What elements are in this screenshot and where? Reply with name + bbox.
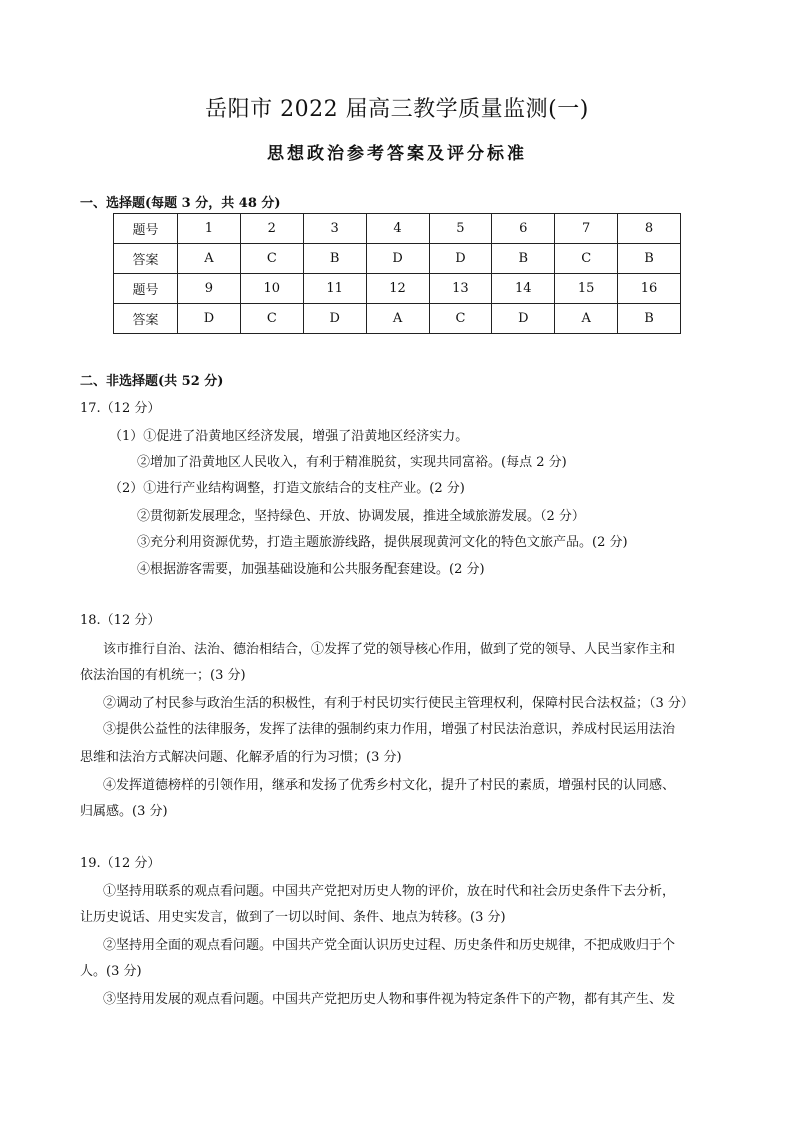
table-cell: 16 (618, 274, 681, 304)
answer-line: 让历史说话、用史实发言，做到了一切以时间、条件、地点为转移。(3 分) (80, 910, 506, 925)
section-nonchoice-heading: 二、非选择题(共 52 分) (80, 374, 224, 389)
table-cell: 1 (178, 214, 241, 244)
page-title: 岳阳市 2022 届高三教学质量监测(一) (205, 97, 589, 122)
answer-line: ②调动了村民参与政治生活的积极性，有利于村民切实行使民主管理权利，保障村民合法权益；（3 分） (103, 696, 694, 711)
table-cell: D (178, 304, 241, 334)
table-cell: 7 (555, 214, 618, 244)
table-cell: 15 (555, 274, 618, 304)
table-cell: 13 (429, 274, 492, 304)
answer-line: 该市推行自治、法治、德治相结合，①发挥了党的领导核心作用，做到了党的领导、人民当家作主和 (103, 642, 676, 657)
table-row-label: 题号 (114, 214, 178, 244)
table-cell: B (492, 244, 555, 274)
table-cell: 5 (429, 214, 492, 244)
answer-line: ④发挥道德榜样的引领作用，继承和发扬了优秀乡村文化，提升了村民的素质，增强村民的认同感、 (103, 778, 676, 793)
answer-line: ③充分利用资源优势，打造主题旅游线路，提供展现黄河文化的特色文旅产品。(2 分) (137, 535, 628, 550)
answer-line: ②贯彻新发展理念，坚持绿色、开放、协调发展，推进全域旅游发展。（2 分） (137, 509, 585, 524)
table-cell: 10 (240, 274, 303, 304)
answer-line: ④根据游客需要，加强基础设施和公共服务配套建设。(2 分) (137, 562, 485, 577)
table-cell: 11 (303, 274, 366, 304)
answer-line: ②坚持用全面的观点看问题。中国共产党全面认识历史过程、历史条件和历史规律，不把成败归于个 (103, 938, 676, 953)
answer-line: 依法治国的有机统一；(3 分) (80, 668, 246, 683)
answer-line: ③提供公益性的法律服务，发挥了法律的强制约束力作用，增强了村民法治意识，养成村民运用法治 (103, 722, 676, 737)
table-cell: 9 (178, 274, 241, 304)
answer-line: 思维和法治方式解决问题、化解矛盾的行为习惯；(3 分) (80, 750, 402, 765)
table-cell: 2 (240, 214, 303, 244)
table-cell: D (492, 304, 555, 334)
question-19-heading: 19.（12 分） (80, 856, 161, 871)
table-cell: 12 (366, 274, 429, 304)
table-cell: B (618, 244, 681, 274)
answer-line: ②增加了沿黄地区人民收入，有利于精准脱贫，实现共同富裕。(每点 2 分) (137, 455, 567, 470)
table-cell: A (178, 244, 241, 274)
table-cell: C (240, 304, 303, 334)
answer-line: ①坚持用联系的观点看问题。中国共产党把对历史人物的评价，放在时代和社会历史条件下去分析， (103, 884, 676, 899)
table-cell: B (618, 304, 681, 334)
table-cell: A (366, 304, 429, 334)
table-row (114, 304, 681, 334)
table-cell: D (366, 244, 429, 274)
question-17-heading: 17.（12 分） (80, 401, 161, 416)
table-cell: A (555, 304, 618, 334)
table-cell: D (429, 244, 492, 274)
table-row (114, 244, 681, 274)
table-row-label: 题号 (114, 274, 178, 304)
answer-table (113, 213, 681, 334)
section-choice-heading: 一、选择题(每题 3 分，共 48 分) (80, 196, 281, 211)
answer-line: （1）①促进了沿黄地区经济发展，增强了沿黄地区经济实力。 (109, 429, 469, 444)
table-row-label: 答案 (114, 244, 178, 274)
answer-line: （2）①进行产业结构调整，打造文旅结合的支柱产业。(2 分) (109, 481, 465, 496)
table-cell: 3 (303, 214, 366, 244)
answer-line: 归属感。(3 分) (80, 804, 168, 819)
table-cell: C (555, 244, 618, 274)
answer-line: 人。(3 分) (80, 964, 142, 979)
table-cell: 4 (366, 214, 429, 244)
table-cell: C (240, 244, 303, 274)
table-row (114, 214, 681, 244)
table-cell: C (429, 304, 492, 334)
table-cell: 6 (492, 214, 555, 244)
table-cell: B (303, 244, 366, 274)
table-cell: 14 (492, 274, 555, 304)
table-cell: D (303, 304, 366, 334)
answer-line: ③坚持用发展的观点看问题。中国共产党把历史人物和事件视为特定条件下的产物，都有其产生、发 (103, 992, 676, 1007)
table-row (114, 274, 681, 304)
question-18-heading: 18.（12 分） (80, 613, 161, 628)
page-subtitle: 思想政治参考答案及评分标准 (267, 144, 527, 164)
table-row-label: 答案 (114, 304, 178, 334)
table-cell: 8 (618, 214, 681, 244)
